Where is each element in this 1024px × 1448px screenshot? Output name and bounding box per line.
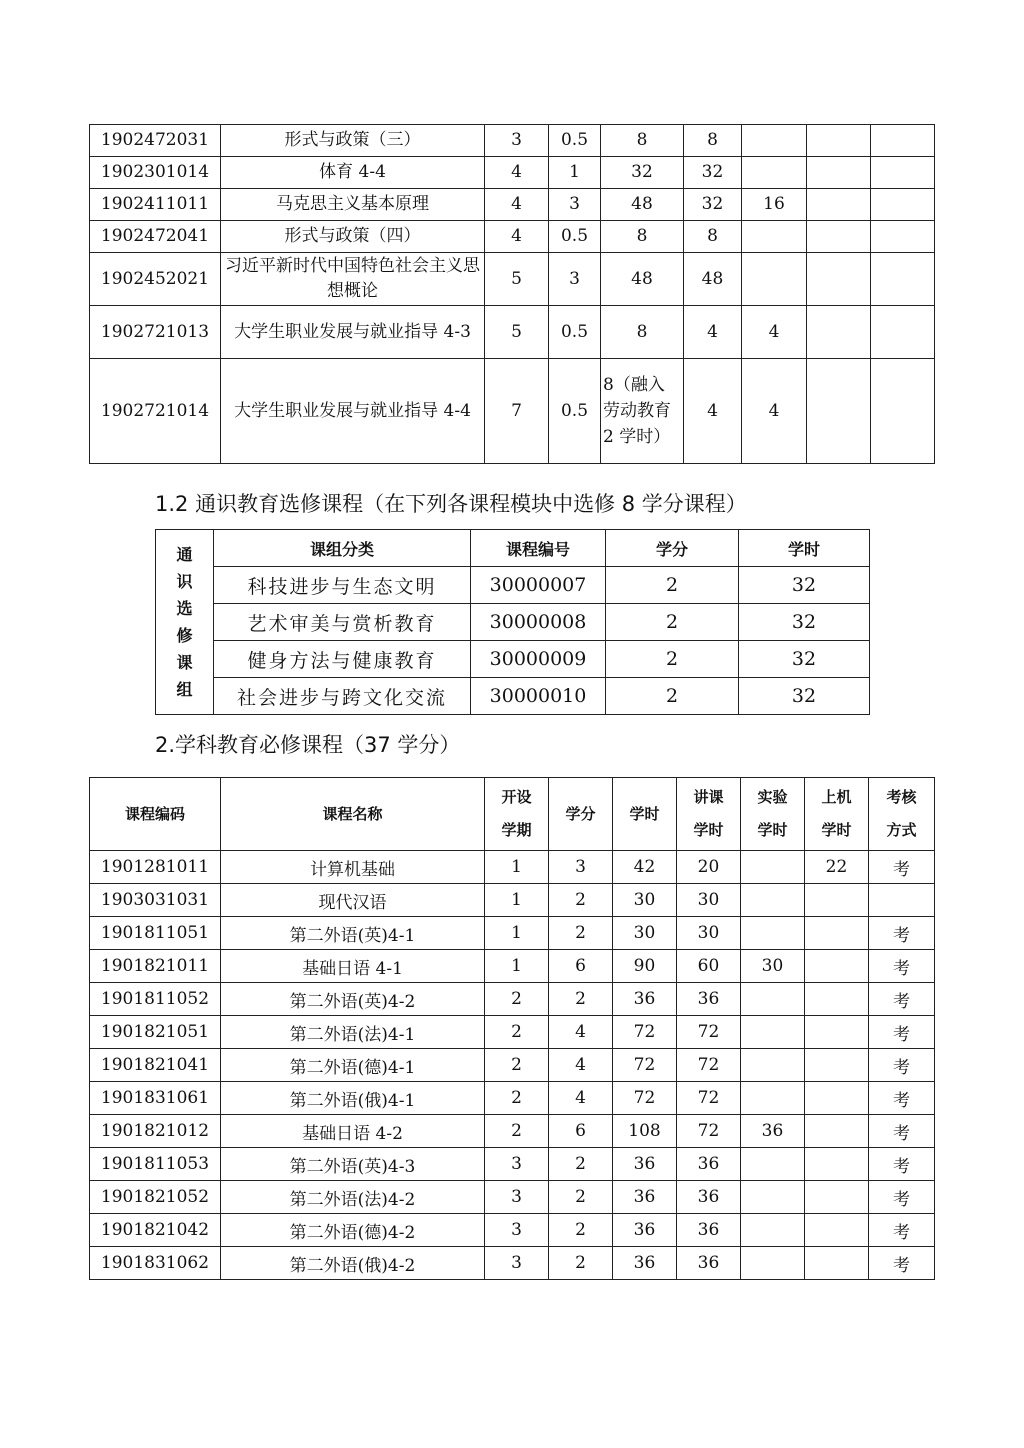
table-row xyxy=(90,1115,935,1148)
cell-exam: 考 xyxy=(869,983,935,1016)
cell-exam xyxy=(871,306,935,359)
cell-lecture: 72 xyxy=(677,1016,741,1049)
cell-code: 30000007 xyxy=(471,567,606,604)
cell-code: 30000009 xyxy=(471,641,606,678)
cell-lab xyxy=(741,1214,805,1247)
table-row xyxy=(90,189,935,221)
cell-term: 3 xyxy=(485,1214,549,1247)
cell-computer xyxy=(805,917,869,950)
cell-credit: 0.5 xyxy=(549,125,601,157)
cell-exam xyxy=(871,157,935,189)
cell-hours: 30 xyxy=(613,917,677,950)
cell-hours: 8（融入劳动教育 2 学时） xyxy=(601,359,684,464)
table-row xyxy=(90,221,935,253)
table-row xyxy=(90,884,935,917)
cell-code: 1901831062 xyxy=(90,1247,221,1280)
cell-hours: 36 xyxy=(613,1247,677,1280)
cell-lab xyxy=(741,1049,805,1082)
cell-name: 第二外语(德)4-1 xyxy=(221,1049,485,1082)
cell-name: 形式与政策（四） xyxy=(221,221,485,253)
table-row xyxy=(90,1214,935,1247)
cell-credit: 0.5 xyxy=(549,306,601,359)
cell-credit: 2 xyxy=(606,604,739,641)
cell-hours: 36 xyxy=(613,1148,677,1181)
header-lecture-line1: 讲课 xyxy=(693,788,724,806)
cell-lecture: 36 xyxy=(677,1148,741,1181)
cell-computer xyxy=(807,359,871,464)
table-row xyxy=(90,983,935,1016)
cell-exam xyxy=(871,221,935,253)
cell-term: 1 xyxy=(485,950,549,983)
cell-lecture: 8 xyxy=(684,221,742,253)
cell-lab xyxy=(741,884,805,917)
table1-body xyxy=(90,125,935,464)
cell-lecture: 32 xyxy=(684,189,742,221)
cell-lecture: 48 xyxy=(684,253,742,306)
cell-name: 第二外语(英)4-2 xyxy=(221,983,485,1016)
table-row xyxy=(156,567,870,604)
header-computer-line2: 学时 xyxy=(821,821,852,839)
cell-lab xyxy=(741,1016,805,1049)
header-credit: 学分 xyxy=(606,530,739,567)
side-label-char: 识 xyxy=(176,572,193,591)
side-label-char: 修 xyxy=(176,626,193,645)
cell-name: 形式与政策（三） xyxy=(221,125,485,157)
cell-name: 第二外语(俄)4-2 xyxy=(221,1247,485,1280)
header-category: 课组分类 xyxy=(214,530,471,567)
cell-term: 2 xyxy=(485,1049,549,1082)
cell-computer xyxy=(807,306,871,359)
cell-hours: 36 xyxy=(613,983,677,1016)
header-course-name: 课程名称 xyxy=(221,778,485,851)
table-row xyxy=(90,1148,935,1181)
cell-hours: 42 xyxy=(613,851,677,884)
discipline-required-table xyxy=(89,777,935,1280)
table-row xyxy=(90,1082,935,1115)
cell-term: 5 xyxy=(485,253,549,306)
cell-lab: 4 xyxy=(742,306,807,359)
cell-credit: 3 xyxy=(549,253,601,306)
cell-lecture: 36 xyxy=(677,983,741,1016)
cell-credit: 2 xyxy=(549,1247,613,1280)
cell-credit: 6 xyxy=(549,1115,613,1148)
cell-lab xyxy=(741,983,805,1016)
cell-exam: 考 xyxy=(869,1247,935,1280)
cell-name: 大学生职业发展与就业指导 4-4 xyxy=(221,359,485,464)
cell-exam: 考 xyxy=(869,1181,935,1214)
cell-code: 1901821042 xyxy=(90,1214,221,1247)
cell-exam: 考 xyxy=(869,1049,935,1082)
cell-credit: 3 xyxy=(549,189,601,221)
header-exam-method xyxy=(869,778,935,851)
side-label-char: 通 xyxy=(176,545,193,564)
cell-name: 计算机基础 xyxy=(221,851,485,884)
cell-computer xyxy=(805,983,869,1016)
cell-category: 艺术审美与赏析教育 xyxy=(214,604,471,641)
header-credit: 学分 xyxy=(549,778,613,851)
cell-code: 30000010 xyxy=(471,678,606,715)
cell-code: 1902472041 xyxy=(90,221,221,253)
cell-code: 1901821052 xyxy=(90,1181,221,1214)
cell-hours: 36 xyxy=(613,1181,677,1214)
cell-computer xyxy=(805,1115,869,1148)
cell-term: 1 xyxy=(485,917,549,950)
cell-code: 1901811051 xyxy=(90,917,221,950)
cell-term: 4 xyxy=(485,221,549,253)
cell-term: 4 xyxy=(485,189,549,221)
cell-term: 3 xyxy=(485,1148,549,1181)
cell-lab xyxy=(742,157,807,189)
cell-lecture: 60 xyxy=(677,950,741,983)
cell-name: 习近平新时代中国特色社会主义思想概论 xyxy=(221,253,485,306)
header-lecture-line2: 学时 xyxy=(693,821,724,839)
cell-computer xyxy=(805,1016,869,1049)
cell-hours: 36 xyxy=(613,1214,677,1247)
cell-lab xyxy=(742,221,807,253)
table-row xyxy=(90,157,935,189)
cell-code: 1903031031 xyxy=(90,884,221,917)
cell-credit: 1 xyxy=(549,157,601,189)
cell-computer xyxy=(805,1049,869,1082)
cell-lecture: 4 xyxy=(684,306,742,359)
cell-computer xyxy=(805,1214,869,1247)
cell-lab: 4 xyxy=(742,359,807,464)
cell-credit: 2 xyxy=(549,1148,613,1181)
cell-term: 1 xyxy=(485,851,549,884)
table-row xyxy=(90,851,935,884)
cell-credit: 2 xyxy=(606,678,739,715)
cell-lecture: 36 xyxy=(677,1247,741,1280)
cell-lecture: 72 xyxy=(677,1082,741,1115)
cell-credit: 2 xyxy=(549,983,613,1016)
table-row xyxy=(90,306,935,359)
cell-exam xyxy=(871,253,935,306)
header-term-line1: 开设 xyxy=(501,788,532,806)
cell-term: 4 xyxy=(485,157,549,189)
cell-computer xyxy=(805,1082,869,1115)
cell-category: 科技进步与生态文明 xyxy=(214,567,471,604)
cell-computer xyxy=(807,157,871,189)
cell-credit: 2 xyxy=(549,917,613,950)
table-row xyxy=(90,917,935,950)
cell-credit: 0.5 xyxy=(549,359,601,464)
cell-lecture: 72 xyxy=(677,1115,741,1148)
table-row xyxy=(90,950,935,983)
cell-name: 大学生职业发展与就业指导 4-3 xyxy=(221,306,485,359)
section-1-2-title: 1.2 通识教育选修课程（在下列各课程模块中选修 8 学分课程） xyxy=(155,492,747,516)
cell-hours: 30 xyxy=(613,884,677,917)
cell-lecture: 32 xyxy=(684,157,742,189)
cell-lecture: 20 xyxy=(677,851,741,884)
table-row xyxy=(156,641,870,678)
cell-exam xyxy=(871,359,935,464)
side-label-cell xyxy=(156,530,214,715)
cell-code: 1902721013 xyxy=(90,306,221,359)
section-2-title: 2.学科教育必修课程（37 学分） xyxy=(155,733,461,757)
cell-lab xyxy=(742,125,807,157)
cell-hours: 48 xyxy=(601,253,684,306)
cell-lab xyxy=(741,1082,805,1115)
cell-code: 1901831061 xyxy=(90,1082,221,1115)
header-course-code: 课程编号 xyxy=(471,530,606,567)
cell-code: 1902721014 xyxy=(90,359,221,464)
cell-hours: 48 xyxy=(601,189,684,221)
cell-name: 马克思主义基本原理 xyxy=(221,189,485,221)
header-hours: 学时 xyxy=(613,778,677,851)
header-computer-line1: 上机 xyxy=(821,788,852,806)
table-row xyxy=(90,1016,935,1049)
cell-lecture: 8 xyxy=(684,125,742,157)
cell-category: 社会进步与跨文化交流 xyxy=(214,678,471,715)
cell-lab xyxy=(741,1148,805,1181)
cell-name: 基础日语 4-2 xyxy=(221,1115,485,1148)
cell-hours: 108 xyxy=(613,1115,677,1148)
cell-term: 5 xyxy=(485,306,549,359)
cell-lab xyxy=(741,1247,805,1280)
cell-term: 3 xyxy=(485,1181,549,1214)
cell-code: 1901821012 xyxy=(90,1115,221,1148)
cell-credit: 4 xyxy=(549,1016,613,1049)
cell-name: 基础日语 4-1 xyxy=(221,950,485,983)
cell-credit: 4 xyxy=(549,1049,613,1082)
cell-name: 第二外语(俄)4-1 xyxy=(221,1082,485,1115)
cell-lab: 16 xyxy=(742,189,807,221)
cell-hours: 72 xyxy=(613,1082,677,1115)
cell-computer xyxy=(807,221,871,253)
cell-exam: 考 xyxy=(869,1016,935,1049)
side-label-char: 组 xyxy=(176,680,193,699)
table-row xyxy=(90,253,935,306)
cell-computer xyxy=(805,1148,869,1181)
cell-computer xyxy=(807,253,871,306)
cell-hours: 32 xyxy=(739,567,870,604)
header-computer-hours xyxy=(805,778,869,851)
cell-code: 1902411011 xyxy=(90,189,221,221)
cell-name: 第二外语(英)4-1 xyxy=(221,917,485,950)
cell-exam: 考 xyxy=(869,851,935,884)
cell-hours: 8 xyxy=(601,221,684,253)
cell-lecture: 30 xyxy=(677,917,741,950)
cell-lecture: 36 xyxy=(677,1214,741,1247)
cell-lab: 30 xyxy=(741,950,805,983)
cell-lecture: 30 xyxy=(677,884,741,917)
table3-body xyxy=(90,851,935,1280)
cell-computer xyxy=(805,950,869,983)
cell-exam: 考 xyxy=(869,1115,935,1148)
table-row xyxy=(90,1049,935,1082)
cell-name: 第二外语(英)4-3 xyxy=(221,1148,485,1181)
cell-term: 7 xyxy=(485,359,549,464)
header-exam-line2: 方式 xyxy=(886,821,917,839)
cell-hours: 32 xyxy=(739,604,870,641)
cell-credit: 4 xyxy=(549,1082,613,1115)
cell-lecture: 4 xyxy=(684,359,742,464)
cell-term: 2 xyxy=(485,1115,549,1148)
cell-exam: 考 xyxy=(869,950,935,983)
cell-credit: 2 xyxy=(549,1181,613,1214)
cell-credit: 6 xyxy=(549,950,613,983)
cell-exam: 考 xyxy=(869,917,935,950)
cell-credit: 2 xyxy=(549,884,613,917)
cell-name: 第二外语(德)4-2 xyxy=(221,1214,485,1247)
header-term xyxy=(485,778,549,851)
side-label-char: 课 xyxy=(176,653,193,672)
cell-code: 30000008 xyxy=(471,604,606,641)
cell-hours: 32 xyxy=(601,157,684,189)
cell-computer xyxy=(805,1181,869,1214)
cell-credit: 3 xyxy=(549,851,613,884)
cell-computer: 22 xyxy=(805,851,869,884)
cell-term: 1 xyxy=(485,884,549,917)
cell-lab xyxy=(741,851,805,884)
cell-code: 1901821041 xyxy=(90,1049,221,1082)
cell-name: 体育 4-4 xyxy=(221,157,485,189)
cell-term: 2 xyxy=(485,1016,549,1049)
cell-credit: 2 xyxy=(606,567,739,604)
cell-computer xyxy=(805,884,869,917)
cell-hours: 32 xyxy=(739,641,870,678)
cell-hours: 90 xyxy=(613,950,677,983)
cell-term: 3 xyxy=(485,1247,549,1280)
cell-exam: 考 xyxy=(869,1148,935,1181)
cell-code: 1902452021 xyxy=(90,253,221,306)
cell-hours: 72 xyxy=(613,1049,677,1082)
cell-lecture: 36 xyxy=(677,1181,741,1214)
cell-hours: 8 xyxy=(601,125,684,157)
cell-exam: 考 xyxy=(869,1214,935,1247)
cell-code: 1902472031 xyxy=(90,125,221,157)
cell-term: 2 xyxy=(485,983,549,1016)
cell-name: 现代汉语 xyxy=(221,884,485,917)
cell-credit: 2 xyxy=(606,641,739,678)
cell-term: 2 xyxy=(485,1082,549,1115)
header-term-line2: 学期 xyxy=(501,821,532,839)
required-courses-continued-table xyxy=(89,124,935,464)
header-lab-hours xyxy=(741,778,805,851)
cell-hours: 32 xyxy=(739,678,870,715)
cell-computer xyxy=(807,189,871,221)
cell-hours: 72 xyxy=(613,1016,677,1049)
header-course-code: 课程编码 xyxy=(90,778,221,851)
table-row xyxy=(156,678,870,715)
cell-code: 1902301014 xyxy=(90,157,221,189)
cell-code: 1901821011 xyxy=(90,950,221,983)
cell-lab: 36 xyxy=(741,1115,805,1148)
side-label-char: 选 xyxy=(176,599,193,618)
table3-header-row xyxy=(90,778,935,851)
cell-category: 健身方法与健康教育 xyxy=(214,641,471,678)
header-hours: 学时 xyxy=(739,530,870,567)
cell-code: 1901811053 xyxy=(90,1148,221,1181)
table-row xyxy=(156,604,870,641)
cell-lab xyxy=(742,253,807,306)
general-elective-table xyxy=(155,529,870,715)
cell-lab xyxy=(741,917,805,950)
cell-credit: 2 xyxy=(549,1214,613,1247)
header-exam-line1: 考核 xyxy=(886,788,917,806)
cell-term: 3 xyxy=(485,125,549,157)
header-lab-line1: 实验 xyxy=(757,788,788,806)
table2-header-row xyxy=(156,530,870,567)
cell-code: 1901281011 xyxy=(90,851,221,884)
cell-computer xyxy=(807,125,871,157)
header-lab-line2: 学时 xyxy=(757,821,788,839)
cell-lab xyxy=(741,1181,805,1214)
cell-exam xyxy=(871,189,935,221)
cell-code: 1901811052 xyxy=(90,983,221,1016)
table-row xyxy=(90,1181,935,1214)
cell-computer xyxy=(805,1247,869,1280)
cell-exam xyxy=(871,125,935,157)
cell-exam: 考 xyxy=(869,1082,935,1115)
header-lecture-hours xyxy=(677,778,741,851)
cell-credit: 0.5 xyxy=(549,221,601,253)
cell-name: 第二外语(法)4-2 xyxy=(221,1181,485,1214)
table-row xyxy=(90,359,935,464)
cell-hours: 8 xyxy=(601,306,684,359)
cell-lecture: 72 xyxy=(677,1049,741,1082)
table-row xyxy=(90,125,935,157)
cell-exam xyxy=(869,884,935,917)
cell-name: 第二外语(法)4-1 xyxy=(221,1016,485,1049)
table-row xyxy=(90,1247,935,1280)
table2-body xyxy=(156,530,870,715)
cell-code: 1901821051 xyxy=(90,1016,221,1049)
